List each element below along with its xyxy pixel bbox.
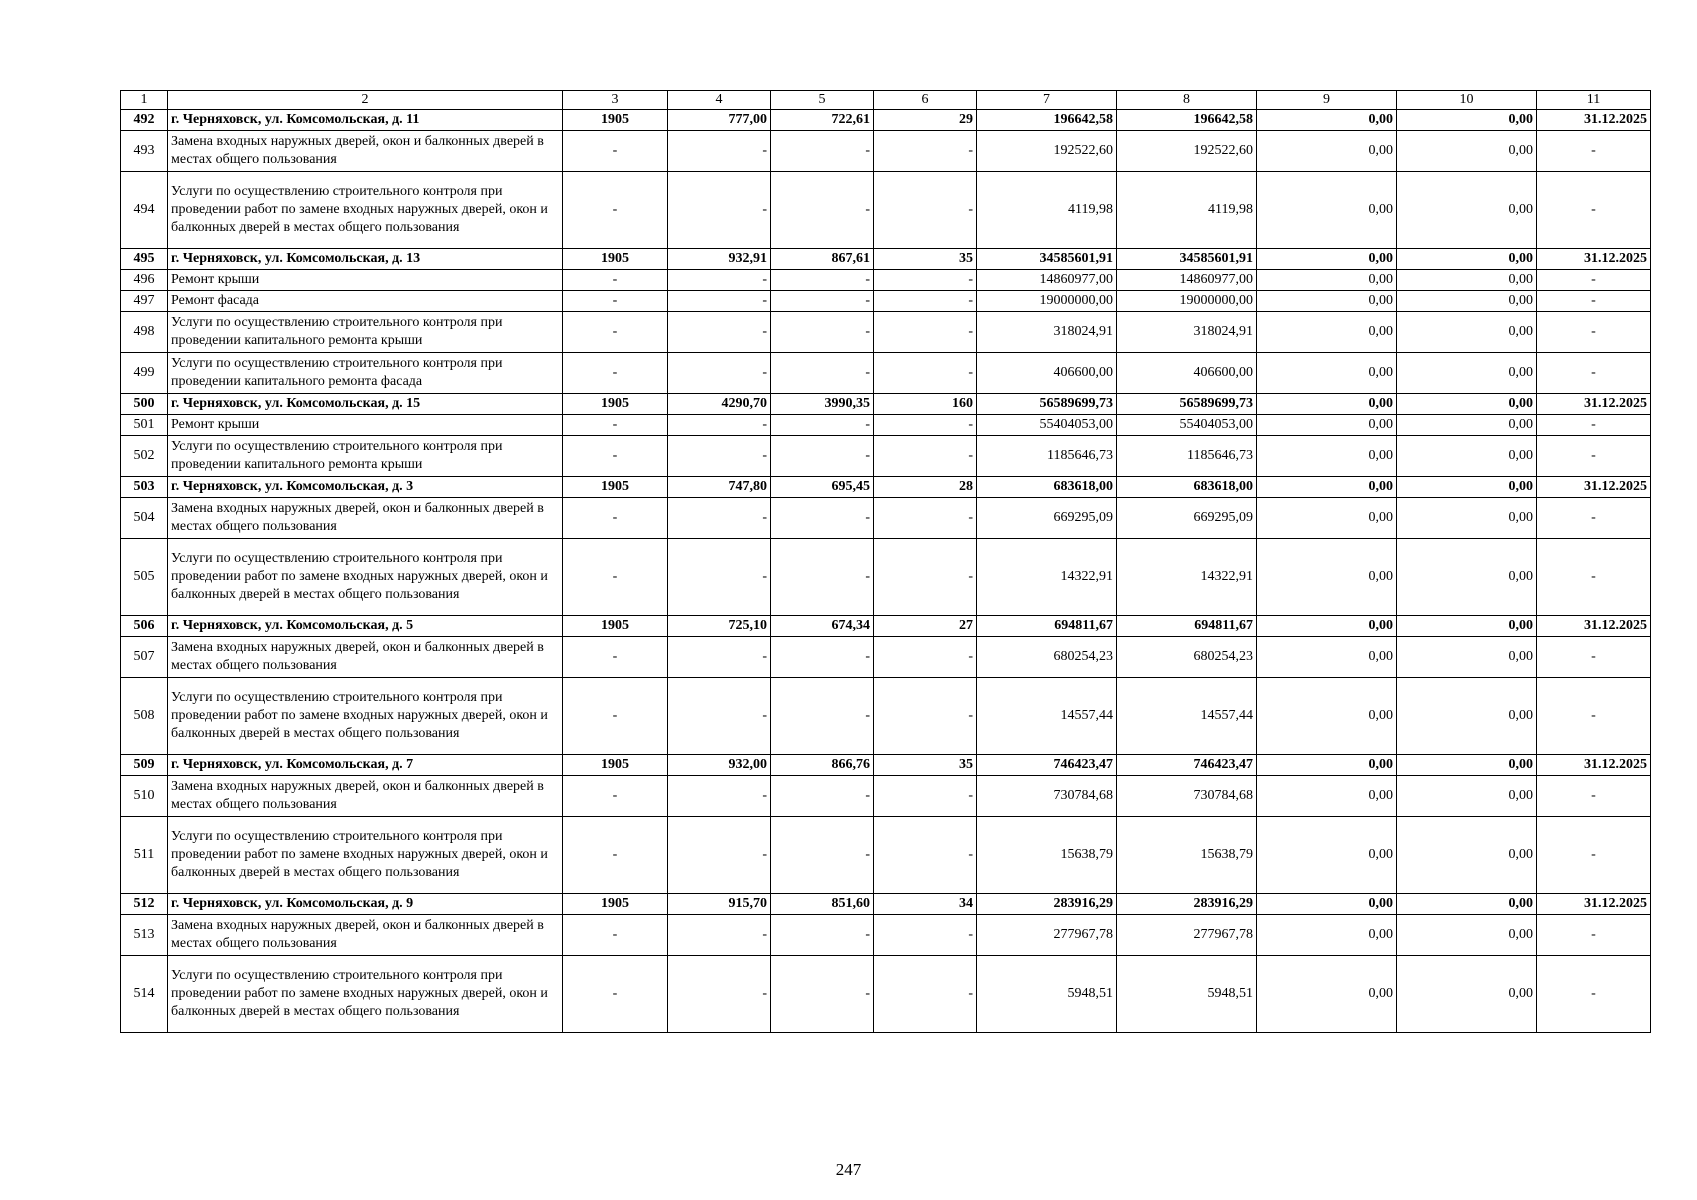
- budget-cost-cell: 0,00: [1257, 270, 1397, 291]
- header-cell: 11: [1537, 91, 1651, 110]
- total-cost-cell: 680254,23: [977, 637, 1117, 678]
- total-cost-cell: 4119,98: [977, 172, 1117, 249]
- living-area-cell: 3990,35: [771, 394, 874, 415]
- fund-cost-cell: 34585601,91: [1117, 249, 1257, 270]
- work-item-row: [121, 415, 1651, 436]
- row-number-cell: 500: [121, 394, 168, 415]
- header-cell: 4: [668, 91, 771, 110]
- total-area-cell: -: [668, 956, 771, 1033]
- living-area-cell: 695,45: [771, 477, 874, 498]
- building-row: [121, 477, 1651, 498]
- other-cost-cell: 0,00: [1397, 776, 1537, 817]
- total-cost-cell: 5948,51: [977, 956, 1117, 1033]
- description-cell: Замена входных наружных дверей, окон и балконных дверей в местах общего пользования: [168, 776, 563, 817]
- fund-cost-cell: 4119,98: [1117, 172, 1257, 249]
- other-cost-cell: 0,00: [1397, 353, 1537, 394]
- description-cell: г. Черняховск, ул. Комсомольская, д. 9: [168, 894, 563, 915]
- year-cell: 1905: [563, 249, 668, 270]
- fund-cost-cell: 14860977,00: [1117, 270, 1257, 291]
- total-cost-cell: 1185646,73: [977, 436, 1117, 477]
- fund-cost-cell: 14557,44: [1117, 678, 1257, 755]
- budget-cost-cell: 0,00: [1257, 755, 1397, 776]
- year-cell: 1905: [563, 894, 668, 915]
- fund-cost-cell: 746423,47: [1117, 755, 1257, 776]
- living-area-cell: -: [771, 415, 874, 436]
- living-area-cell: -: [771, 817, 874, 894]
- residents-cell: -: [874, 498, 977, 539]
- year-cell: -: [563, 291, 668, 312]
- work-item-row: [121, 678, 1651, 755]
- fund-cost-cell: 55404053,00: [1117, 415, 1257, 436]
- work-item-row: [121, 436, 1651, 477]
- residents-cell: 28: [874, 477, 977, 498]
- work-item-row: [121, 915, 1651, 956]
- fund-cost-cell: 694811,67: [1117, 616, 1257, 637]
- budget-cost-cell: 0,00: [1257, 353, 1397, 394]
- total-area-cell: -: [668, 270, 771, 291]
- completion-date-cell: 31.12.2025: [1537, 755, 1651, 776]
- fund-cost-cell: 683618,00: [1117, 477, 1257, 498]
- residents-cell: 160: [874, 394, 977, 415]
- residents-cell: 35: [874, 249, 977, 270]
- residents-cell: -: [874, 131, 977, 172]
- description-cell: Услуги по осуществлению строительного контроля при проведении работ по замене входных наружных дверей, окон и балконных дверей в местах общего пользования: [168, 678, 563, 755]
- completion-date-cell: -: [1537, 131, 1651, 172]
- total-area-cell: -: [668, 312, 771, 353]
- work-item-row: [121, 956, 1651, 1033]
- budget-cost-cell: 0,00: [1257, 110, 1397, 131]
- description-cell: Услуги по осуществлению строительного контроля при проведении капитального ремонта крыши: [168, 436, 563, 477]
- fund-cost-cell: 1185646,73: [1117, 436, 1257, 477]
- budget-cost-cell: 0,00: [1257, 498, 1397, 539]
- header-cell: 7: [977, 91, 1117, 110]
- completion-date-cell: -: [1537, 956, 1651, 1033]
- completion-date-cell: -: [1537, 436, 1651, 477]
- total-cost-cell: 15638,79: [977, 817, 1117, 894]
- fund-cost-cell: 56589699,73: [1117, 394, 1257, 415]
- budget-cost-cell: 0,00: [1257, 172, 1397, 249]
- living-area-cell: -: [771, 678, 874, 755]
- total-cost-cell: 669295,09: [977, 498, 1117, 539]
- residents-cell: -: [874, 270, 977, 291]
- description-cell: г. Черняховск, ул. Комсомольская, д. 5: [168, 616, 563, 637]
- other-cost-cell: 0,00: [1397, 312, 1537, 353]
- residents-cell: 29: [874, 110, 977, 131]
- year-cell: -: [563, 312, 668, 353]
- residents-cell: -: [874, 539, 977, 616]
- residents-cell: -: [874, 172, 977, 249]
- other-cost-cell: 0,00: [1397, 817, 1537, 894]
- budget-cost-cell: 0,00: [1257, 249, 1397, 270]
- description-cell: Замена входных наружных дверей, окон и балконных дверей в местах общего пользования: [168, 637, 563, 678]
- budget-cost-cell: 0,00: [1257, 915, 1397, 956]
- page-number: 247: [835, 1160, 862, 1179]
- residents-cell: -: [874, 678, 977, 755]
- year-cell: 1905: [563, 477, 668, 498]
- fund-cost-cell: 283916,29: [1117, 894, 1257, 915]
- header-cell: 5: [771, 91, 874, 110]
- budget-cost-cell: 0,00: [1257, 817, 1397, 894]
- year-cell: -: [563, 131, 668, 172]
- residents-cell: -: [874, 817, 977, 894]
- total-area-cell: 725,10: [668, 616, 771, 637]
- work-item-row: [121, 312, 1651, 353]
- living-area-cell: 866,76: [771, 755, 874, 776]
- year-cell: 1905: [563, 110, 668, 131]
- other-cost-cell: 0,00: [1397, 249, 1537, 270]
- other-cost-cell: 0,00: [1397, 415, 1537, 436]
- row-number-cell: 493: [121, 131, 168, 172]
- budget-cost-cell: 0,00: [1257, 539, 1397, 616]
- year-cell: -: [563, 270, 668, 291]
- work-item-row: [121, 131, 1651, 172]
- fund-cost-cell: 730784,68: [1117, 776, 1257, 817]
- living-area-cell: -: [771, 291, 874, 312]
- description-cell: г. Черняховск, ул. Комсомольская, д. 15: [168, 394, 563, 415]
- residents-cell: 34: [874, 894, 977, 915]
- budget-cost-cell: 0,00: [1257, 436, 1397, 477]
- living-area-cell: -: [771, 637, 874, 678]
- budget-cost-cell: 0,00: [1257, 477, 1397, 498]
- total-area-cell: -: [668, 353, 771, 394]
- description-cell: г. Черняховск, ул. Комсомольская, д. 7: [168, 755, 563, 776]
- row-number-cell: 514: [121, 956, 168, 1033]
- row-number-cell: 511: [121, 817, 168, 894]
- total-cost-cell: 196642,58: [977, 110, 1117, 131]
- total-cost-cell: 694811,67: [977, 616, 1117, 637]
- building-row: [121, 249, 1651, 270]
- completion-date-cell: -: [1537, 637, 1651, 678]
- total-area-cell: -: [668, 291, 771, 312]
- header-cell: 9: [1257, 91, 1397, 110]
- other-cost-cell: 0,00: [1397, 956, 1537, 1033]
- row-number-cell: 496: [121, 270, 168, 291]
- row-number-cell: 502: [121, 436, 168, 477]
- total-area-cell: 932,91: [668, 249, 771, 270]
- other-cost-cell: 0,00: [1397, 394, 1537, 415]
- header-cell: 6: [874, 91, 977, 110]
- row-number-cell: 501: [121, 415, 168, 436]
- completion-date-cell: 31.12.2025: [1537, 616, 1651, 637]
- year-cell: -: [563, 415, 668, 436]
- budget-cost-cell: 0,00: [1257, 394, 1397, 415]
- other-cost-cell: 0,00: [1397, 894, 1537, 915]
- description-cell: г. Черняховск, ул. Комсомольская, д. 11: [168, 110, 563, 131]
- completion-date-cell: -: [1537, 539, 1651, 616]
- living-area-cell: -: [771, 312, 874, 353]
- total-area-cell: 4290,70: [668, 394, 771, 415]
- completion-date-cell: -: [1537, 291, 1651, 312]
- year-cell: -: [563, 172, 668, 249]
- budget-cost-cell: 0,00: [1257, 678, 1397, 755]
- work-item-row: [121, 353, 1651, 394]
- budget-cost-cell: 0,00: [1257, 894, 1397, 915]
- other-cost-cell: 0,00: [1397, 110, 1537, 131]
- budget-cost-cell: 0,00: [1257, 956, 1397, 1033]
- other-cost-cell: 0,00: [1397, 291, 1537, 312]
- work-item-row: [121, 291, 1651, 312]
- total-cost-cell: 56589699,73: [977, 394, 1117, 415]
- budget-cost-cell: 0,00: [1257, 637, 1397, 678]
- row-number-cell: 510: [121, 776, 168, 817]
- residents-cell: -: [874, 436, 977, 477]
- completion-date-cell: -: [1537, 776, 1651, 817]
- completion-date-cell: -: [1537, 353, 1651, 394]
- living-area-cell: -: [771, 776, 874, 817]
- total-cost-cell: 14860977,00: [977, 270, 1117, 291]
- other-cost-cell: 0,00: [1397, 270, 1537, 291]
- building-row: [121, 894, 1651, 915]
- total-area-cell: -: [668, 915, 771, 956]
- column-number-header-row: [121, 91, 1651, 110]
- year-cell: -: [563, 817, 668, 894]
- other-cost-cell: 0,00: [1397, 539, 1537, 616]
- total-area-cell: -: [668, 498, 771, 539]
- row-number-cell: 495: [121, 249, 168, 270]
- description-cell: Ремонт фасада: [168, 291, 563, 312]
- work-item-row: [121, 776, 1651, 817]
- description-cell: Услуги по осуществлению строительного контроля при проведении капитального ремонта фасада: [168, 353, 563, 394]
- building-row: [121, 755, 1651, 776]
- year-cell: -: [563, 678, 668, 755]
- fund-cost-cell: 5948,51: [1117, 956, 1257, 1033]
- row-number-cell: 499: [121, 353, 168, 394]
- total-cost-cell: 730784,68: [977, 776, 1117, 817]
- description-cell: Ремонт крыши: [168, 415, 563, 436]
- row-number-cell: 513: [121, 915, 168, 956]
- budget-cost-cell: 0,00: [1257, 131, 1397, 172]
- other-cost-cell: 0,00: [1397, 755, 1537, 776]
- row-number-cell: 509: [121, 755, 168, 776]
- work-item-row: [121, 270, 1651, 291]
- completion-date-cell: -: [1537, 312, 1651, 353]
- year-cell: -: [563, 436, 668, 477]
- completion-date-cell: 31.12.2025: [1537, 477, 1651, 498]
- fund-cost-cell: 669295,09: [1117, 498, 1257, 539]
- budget-cost-cell: 0,00: [1257, 415, 1397, 436]
- year-cell: -: [563, 637, 668, 678]
- living-area-cell: -: [771, 436, 874, 477]
- total-area-cell: 915,70: [668, 894, 771, 915]
- budget-cost-cell: 0,00: [1257, 312, 1397, 353]
- residents-cell: -: [874, 291, 977, 312]
- total-cost-cell: 683618,00: [977, 477, 1117, 498]
- residents-cell: -: [874, 776, 977, 817]
- residents-cell: -: [874, 637, 977, 678]
- description-cell: Услуги по осуществлению строительного контроля при проведении капитального ремонта крыши: [168, 312, 563, 353]
- total-area-cell: -: [668, 172, 771, 249]
- fund-cost-cell: 406600,00: [1117, 353, 1257, 394]
- fund-cost-cell: 196642,58: [1117, 110, 1257, 131]
- fund-cost-cell: 19000000,00: [1117, 291, 1257, 312]
- fund-cost-cell: 192522,60: [1117, 131, 1257, 172]
- residents-cell: 35: [874, 755, 977, 776]
- description-cell: Ремонт крыши: [168, 270, 563, 291]
- living-area-cell: 851,60: [771, 894, 874, 915]
- budget-cost-cell: 0,00: [1257, 776, 1397, 817]
- row-number-cell: 506: [121, 616, 168, 637]
- work-item-row: [121, 498, 1651, 539]
- description-cell: г. Черняховск, ул. Комсомольская, д. 3: [168, 477, 563, 498]
- completion-date-cell: -: [1537, 172, 1651, 249]
- row-number-cell: 512: [121, 894, 168, 915]
- header-cell: 10: [1397, 91, 1537, 110]
- other-cost-cell: 0,00: [1397, 477, 1537, 498]
- row-number-cell: 508: [121, 678, 168, 755]
- description-cell: Услуги по осуществлению строительного контроля при проведении работ по замене входных наружных дверей, окон и балконных дверей в местах общего пользования: [168, 539, 563, 616]
- description-cell: Услуги по осуществлению строительного контроля при проведении работ по замене входных наружных дверей, окон и балконных дверей в местах общего пользования: [168, 817, 563, 894]
- living-area-cell: 722,61: [771, 110, 874, 131]
- work-item-row: [121, 637, 1651, 678]
- total-area-cell: 747,80: [668, 477, 771, 498]
- description-cell: Услуги по осуществлению строительного контроля при проведении работ по замене входных наружных дверей, окон и балконных дверей в местах общего пользования: [168, 956, 563, 1033]
- completion-date-cell: -: [1537, 678, 1651, 755]
- completion-date-cell: 31.12.2025: [1537, 894, 1651, 915]
- total-area-cell: -: [668, 436, 771, 477]
- header-cell: 8: [1117, 91, 1257, 110]
- fund-cost-cell: 680254,23: [1117, 637, 1257, 678]
- residents-cell: -: [874, 312, 977, 353]
- row-number-cell: 497: [121, 291, 168, 312]
- building-row: [121, 110, 1651, 131]
- document-table-container: [120, 90, 1650, 1033]
- header-cell: 3: [563, 91, 668, 110]
- completion-date-cell: 31.12.2025: [1537, 110, 1651, 131]
- description-cell: Услуги по осуществлению строительного контроля при проведении работ по замене входных наружных дверей, окон и балконных дверей в местах общего пользования: [168, 172, 563, 249]
- living-area-cell: -: [771, 270, 874, 291]
- budget-cost-cell: 0,00: [1257, 616, 1397, 637]
- other-cost-cell: 0,00: [1397, 915, 1537, 956]
- row-number-cell: 494: [121, 172, 168, 249]
- year-cell: -: [563, 498, 668, 539]
- total-cost-cell: 277967,78: [977, 915, 1117, 956]
- row-number-cell: 498: [121, 312, 168, 353]
- total-area-cell: -: [668, 131, 771, 172]
- completion-date-cell: -: [1537, 415, 1651, 436]
- year-cell: -: [563, 353, 668, 394]
- total-cost-cell: 192522,60: [977, 131, 1117, 172]
- row-number-cell: 507: [121, 637, 168, 678]
- year-cell: 1905: [563, 394, 668, 415]
- total-area-cell: 932,00: [668, 755, 771, 776]
- description-cell: Замена входных наружных дверей, окон и балконных дверей в местах общего пользования: [168, 498, 563, 539]
- fund-cost-cell: 15638,79: [1117, 817, 1257, 894]
- living-area-cell: -: [771, 353, 874, 394]
- header-cell: 2: [168, 91, 563, 110]
- year-cell: -: [563, 915, 668, 956]
- table-body: [121, 91, 1651, 1033]
- capital-repair-table: [120, 90, 1651, 1033]
- total-area-cell: -: [668, 637, 771, 678]
- total-cost-cell: 318024,91: [977, 312, 1117, 353]
- header-cell: 1: [121, 91, 168, 110]
- row-number-cell: 504: [121, 498, 168, 539]
- work-item-row: [121, 172, 1651, 249]
- other-cost-cell: 0,00: [1397, 172, 1537, 249]
- residents-cell: -: [874, 415, 977, 436]
- total-cost-cell: 14322,91: [977, 539, 1117, 616]
- row-number-cell: 505: [121, 539, 168, 616]
- total-cost-cell: 406600,00: [977, 353, 1117, 394]
- total-area-cell: -: [668, 539, 771, 616]
- other-cost-cell: 0,00: [1397, 678, 1537, 755]
- residents-cell: 27: [874, 616, 977, 637]
- fund-cost-cell: 318024,91: [1117, 312, 1257, 353]
- year-cell: 1905: [563, 755, 668, 776]
- completion-date-cell: -: [1537, 817, 1651, 894]
- living-area-cell: -: [771, 539, 874, 616]
- total-area-cell: -: [668, 678, 771, 755]
- description-cell: Замена входных наружных дверей, окон и балконных дверей в местах общего пользования: [168, 131, 563, 172]
- year-cell: -: [563, 539, 668, 616]
- work-item-row: [121, 539, 1651, 616]
- residents-cell: -: [874, 353, 977, 394]
- residents-cell: -: [874, 956, 977, 1033]
- year-cell: -: [563, 956, 668, 1033]
- description-cell: г. Черняховск, ул. Комсомольская, д. 13: [168, 249, 563, 270]
- total-cost-cell: 746423,47: [977, 755, 1117, 776]
- other-cost-cell: 0,00: [1397, 616, 1537, 637]
- total-cost-cell: 19000000,00: [977, 291, 1117, 312]
- total-cost-cell: 55404053,00: [977, 415, 1117, 436]
- completion-date-cell: 31.12.2025: [1537, 394, 1651, 415]
- total-area-cell: -: [668, 415, 771, 436]
- completion-date-cell: -: [1537, 270, 1651, 291]
- living-area-cell: 674,34: [771, 616, 874, 637]
- total-area-cell: -: [668, 817, 771, 894]
- row-number-cell: 503: [121, 477, 168, 498]
- budget-cost-cell: 0,00: [1257, 291, 1397, 312]
- building-row: [121, 394, 1651, 415]
- completion-date-cell: 31.12.2025: [1537, 249, 1651, 270]
- living-area-cell: -: [771, 915, 874, 956]
- other-cost-cell: 0,00: [1397, 436, 1537, 477]
- fund-cost-cell: 14322,91: [1117, 539, 1257, 616]
- living-area-cell: -: [771, 172, 874, 249]
- total-cost-cell: 14557,44: [977, 678, 1117, 755]
- fund-cost-cell: 277967,78: [1117, 915, 1257, 956]
- total-cost-cell: 283916,29: [977, 894, 1117, 915]
- total-area-cell: 777,00: [668, 110, 771, 131]
- year-cell: -: [563, 776, 668, 817]
- living-area-cell: -: [771, 131, 874, 172]
- completion-date-cell: -: [1537, 915, 1651, 956]
- total-area-cell: -: [668, 776, 771, 817]
- building-row: [121, 616, 1651, 637]
- row-number-cell: 492: [121, 110, 168, 131]
- residents-cell: -: [874, 915, 977, 956]
- living-area-cell: -: [771, 498, 874, 539]
- year-cell: 1905: [563, 616, 668, 637]
- other-cost-cell: 0,00: [1397, 498, 1537, 539]
- other-cost-cell: 0,00: [1397, 637, 1537, 678]
- other-cost-cell: 0,00: [1397, 131, 1537, 172]
- living-area-cell: -: [771, 956, 874, 1033]
- total-cost-cell: 34585601,91: [977, 249, 1117, 270]
- work-item-row: [121, 817, 1651, 894]
- completion-date-cell: -: [1537, 498, 1651, 539]
- living-area-cell: 867,61: [771, 249, 874, 270]
- description-cell: Замена входных наружных дверей, окон и балконных дверей в местах общего пользования: [168, 915, 563, 956]
